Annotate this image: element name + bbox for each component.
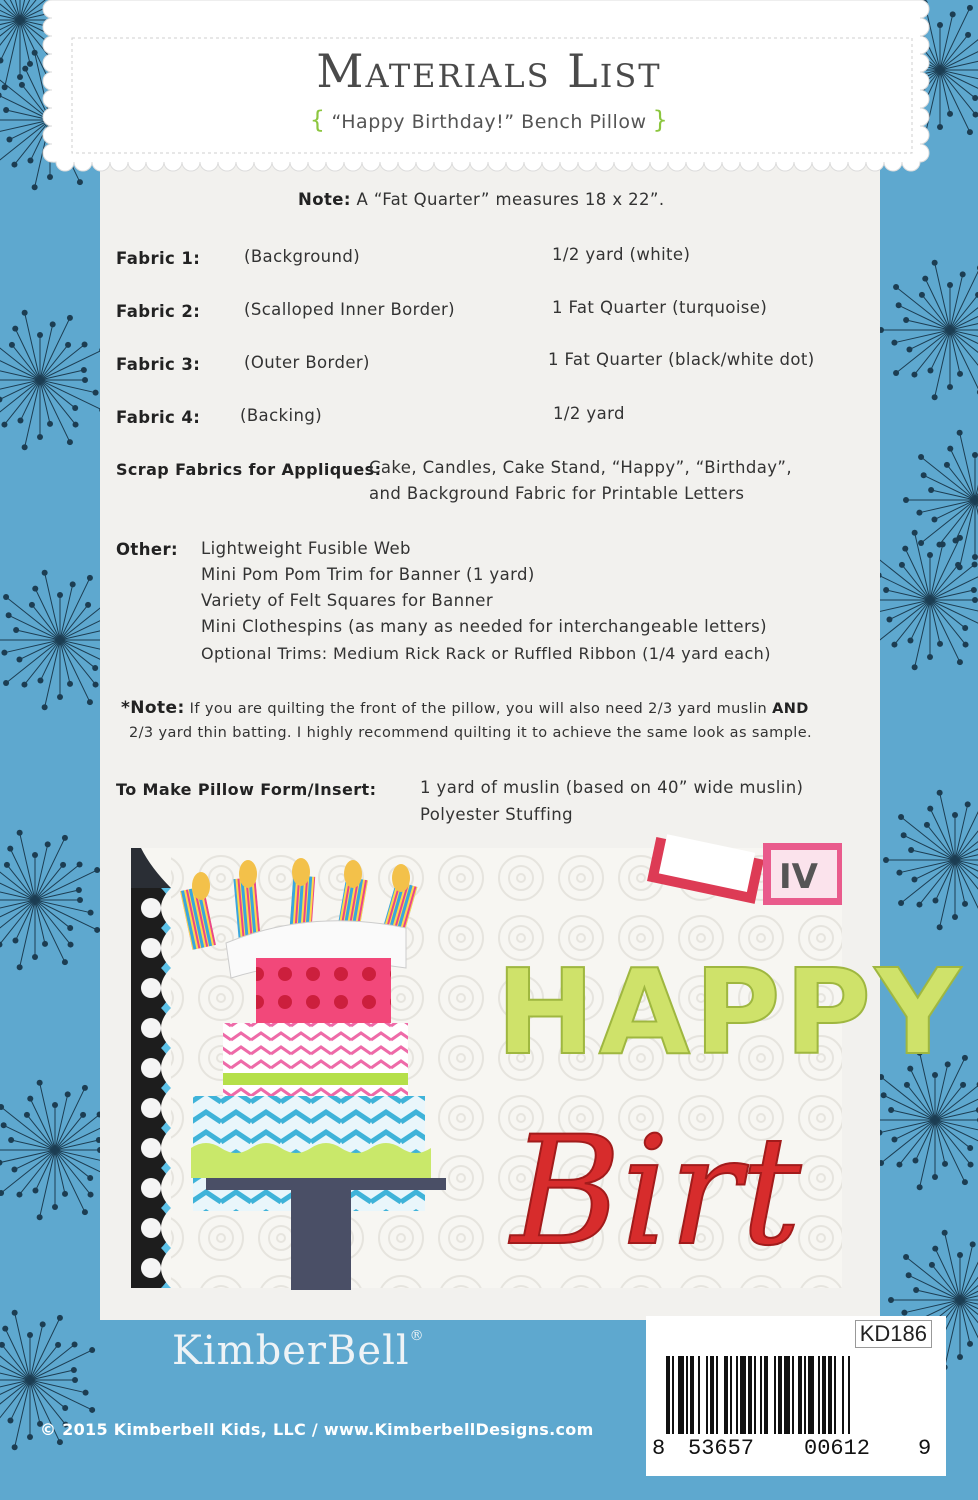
quilting-note-line-1 — [121, 698, 809, 718]
barcode-digits-group-1: 53657 — [688, 1436, 755, 1461]
barcode-digit-left: 8 — [652, 1436, 666, 1461]
brand-name: KimberBell — [172, 1328, 410, 1374]
other-item: Lightweight Fusible Web — [201, 539, 411, 558]
other-label: Other: — [116, 540, 178, 559]
page-subtitle — [0, 106, 978, 134]
brace-close: } — [652, 106, 669, 134]
barcode-digits-group-2: 00612 — [804, 1436, 871, 1461]
barcode — [646, 1356, 946, 1436]
fat-quarter-note — [298, 190, 665, 209]
kimberbell-logo — [172, 1328, 425, 1374]
other-item: Variety of Felt Squares for Banner — [201, 591, 494, 610]
scrap-line-2: and Background Fabric for Printable Letters — [369, 484, 745, 503]
fabric-2-use: (Scalloped Inner Border) — [244, 300, 456, 319]
fabric-3-use: (Outer Border) — [244, 353, 370, 372]
quilting-note-bold: AND — [772, 701, 809, 717]
page-title: Materials List — [316, 44, 662, 98]
barcode-area — [646, 1316, 946, 1476]
scrap-label: Scrap Fabrics for Appliques: — [116, 460, 382, 479]
fabric-4-use: (Backing) — [240, 406, 323, 425]
photo-birthday-word: Birt — [511, 1105, 802, 1279]
note-text: A “Fat Quarter” measures 18 x 22”. — [356, 190, 665, 209]
fabric-1-use: (Background) — [244, 247, 361, 266]
registered-mark: ® — [409, 1328, 425, 1344]
other-item: Mini Pom Pom Trim for Banner (1 yard) — [201, 565, 535, 584]
fabric-2-amount: 1 Fat Quarter (turquoise) — [552, 298, 768, 317]
copyright-line: © 2015 Kimberbell Kids, LLC / www.KimberbellDesigns.com — [40, 1420, 594, 1439]
fabric-1-amount: 1/2 yard (white) — [552, 245, 691, 264]
other-item: Mini Clothespins (as many as needed for interchangeable letters) — [201, 617, 767, 636]
pillow-form-line-1: 1 yard of muslin (based on 40” wide muslin) — [420, 778, 804, 797]
brace-open: { — [309, 106, 326, 134]
subtitle-text: “Happy Birthday!” Bench Pillow — [331, 111, 647, 133]
scrap-line-1: Cake, Candles, Cake Stand, “Happy”, “Birthday”, — [369, 458, 793, 477]
note-label: Note: — [298, 190, 351, 209]
pillow-form-label: To Make Pillow Form/Insert: — [116, 780, 377, 799]
quilting-note-text-1: If you are quilting the front of the pillow, you will also need 2/3 yard muslin — [189, 701, 768, 717]
fabric-2-label: Fabric 2: — [116, 302, 201, 321]
pillow-photo — [131, 848, 965, 1288]
product-sku: KD186 — [855, 1320, 932, 1348]
fabric-3-amount: 1 Fat Quarter (black/white dot) — [548, 350, 815, 369]
fabric-1-label: Fabric 1: — [116, 249, 201, 268]
barcode-digit-right: 9 — [918, 1436, 932, 1461]
fabric-3-label: Fabric 3: — [116, 355, 201, 374]
scalloped-header-panel — [0, 0, 978, 200]
fabric-4-amount: 1/2 yard — [553, 404, 625, 423]
fabric-4-label: Fabric 4: — [116, 408, 201, 427]
other-item: Optional Trims: Medium Rick Rack or Ruffled Ribbon (1/4 yard each) — [201, 644, 771, 663]
quilting-note-line-2: 2/3 yard thin batting. I highly recommend quilting it to achieve the same look as sample. — [129, 725, 813, 741]
quilting-note-label: *Note: — [121, 698, 185, 718]
pillow-form-line-2: Polyester Stuffing — [420, 805, 573, 824]
photo-corner-letters: IV — [779, 857, 818, 897]
photo-happy-word: HAPPY — [496, 943, 965, 1081]
